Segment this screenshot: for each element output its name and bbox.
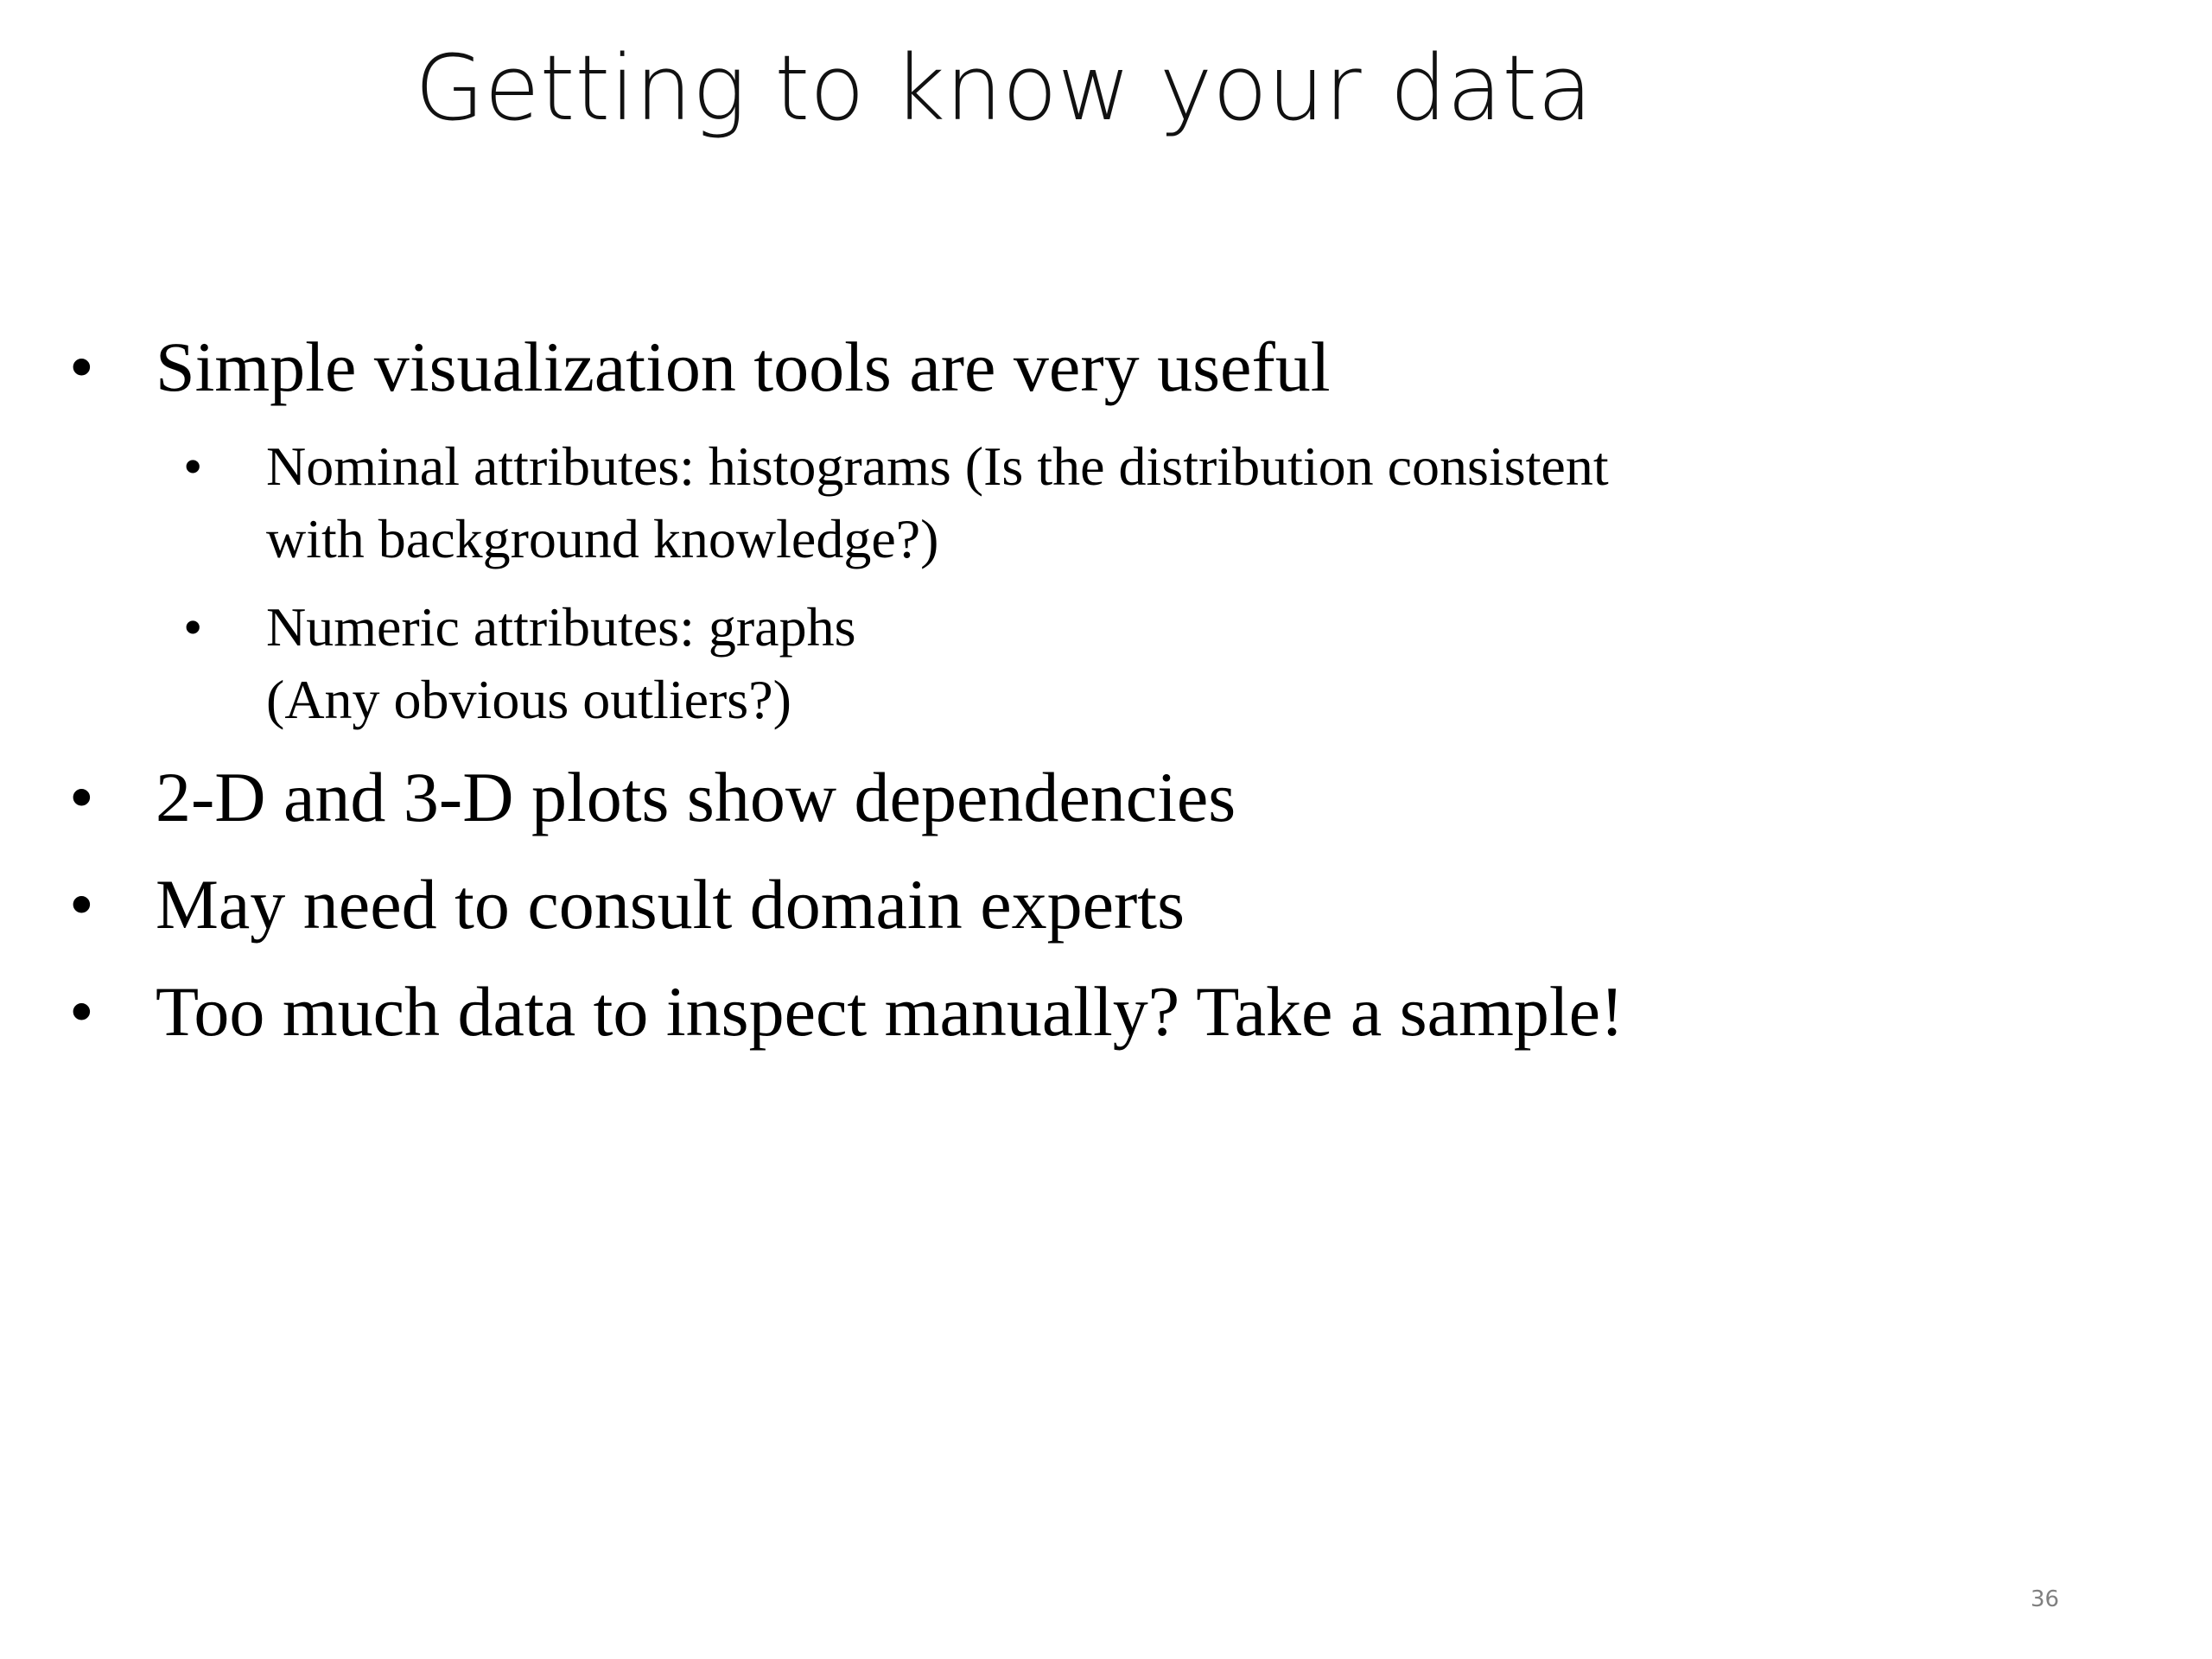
bullet-item (69, 759, 1538, 836)
sub-bullet-line: Numeric attributes: graphs (266, 596, 856, 658)
sub-bullet-line: (Any obvious outliers?) (266, 669, 791, 730)
bullet-marker: • (69, 758, 94, 836)
sub-bullet-item (183, 430, 1825, 577)
bullet-marker: • (69, 327, 94, 406)
bullet-marker: • (69, 865, 94, 944)
bullet-marker: • (183, 435, 203, 497)
sub-bullet-line: with background knowledge?) (266, 508, 939, 569)
bullet-text: Too much data to inspect manually? Take a sample! (156, 972, 1624, 1051)
bullet-item (69, 866, 1538, 944)
slide-title: Getting to know your data (415, 35, 1592, 141)
bullet-text: May need to consult domain experts (156, 865, 1185, 944)
bullet-item (69, 328, 1538, 406)
bullet-text: 2-D and 3-D plots show dependencies (156, 758, 1236, 836)
bullet-marker: • (183, 596, 203, 658)
bullet-marker: • (69, 972, 94, 1051)
slide-number: 36 (2031, 1586, 2060, 1612)
bullet-text: Simple visualization tools are very useful (156, 327, 1331, 406)
sub-bullet-item (183, 591, 1825, 738)
bullet-item (69, 973, 1884, 1051)
sub-bullet-line: Nominal attributes: histograms (Is the distribution consistent (266, 435, 1609, 497)
